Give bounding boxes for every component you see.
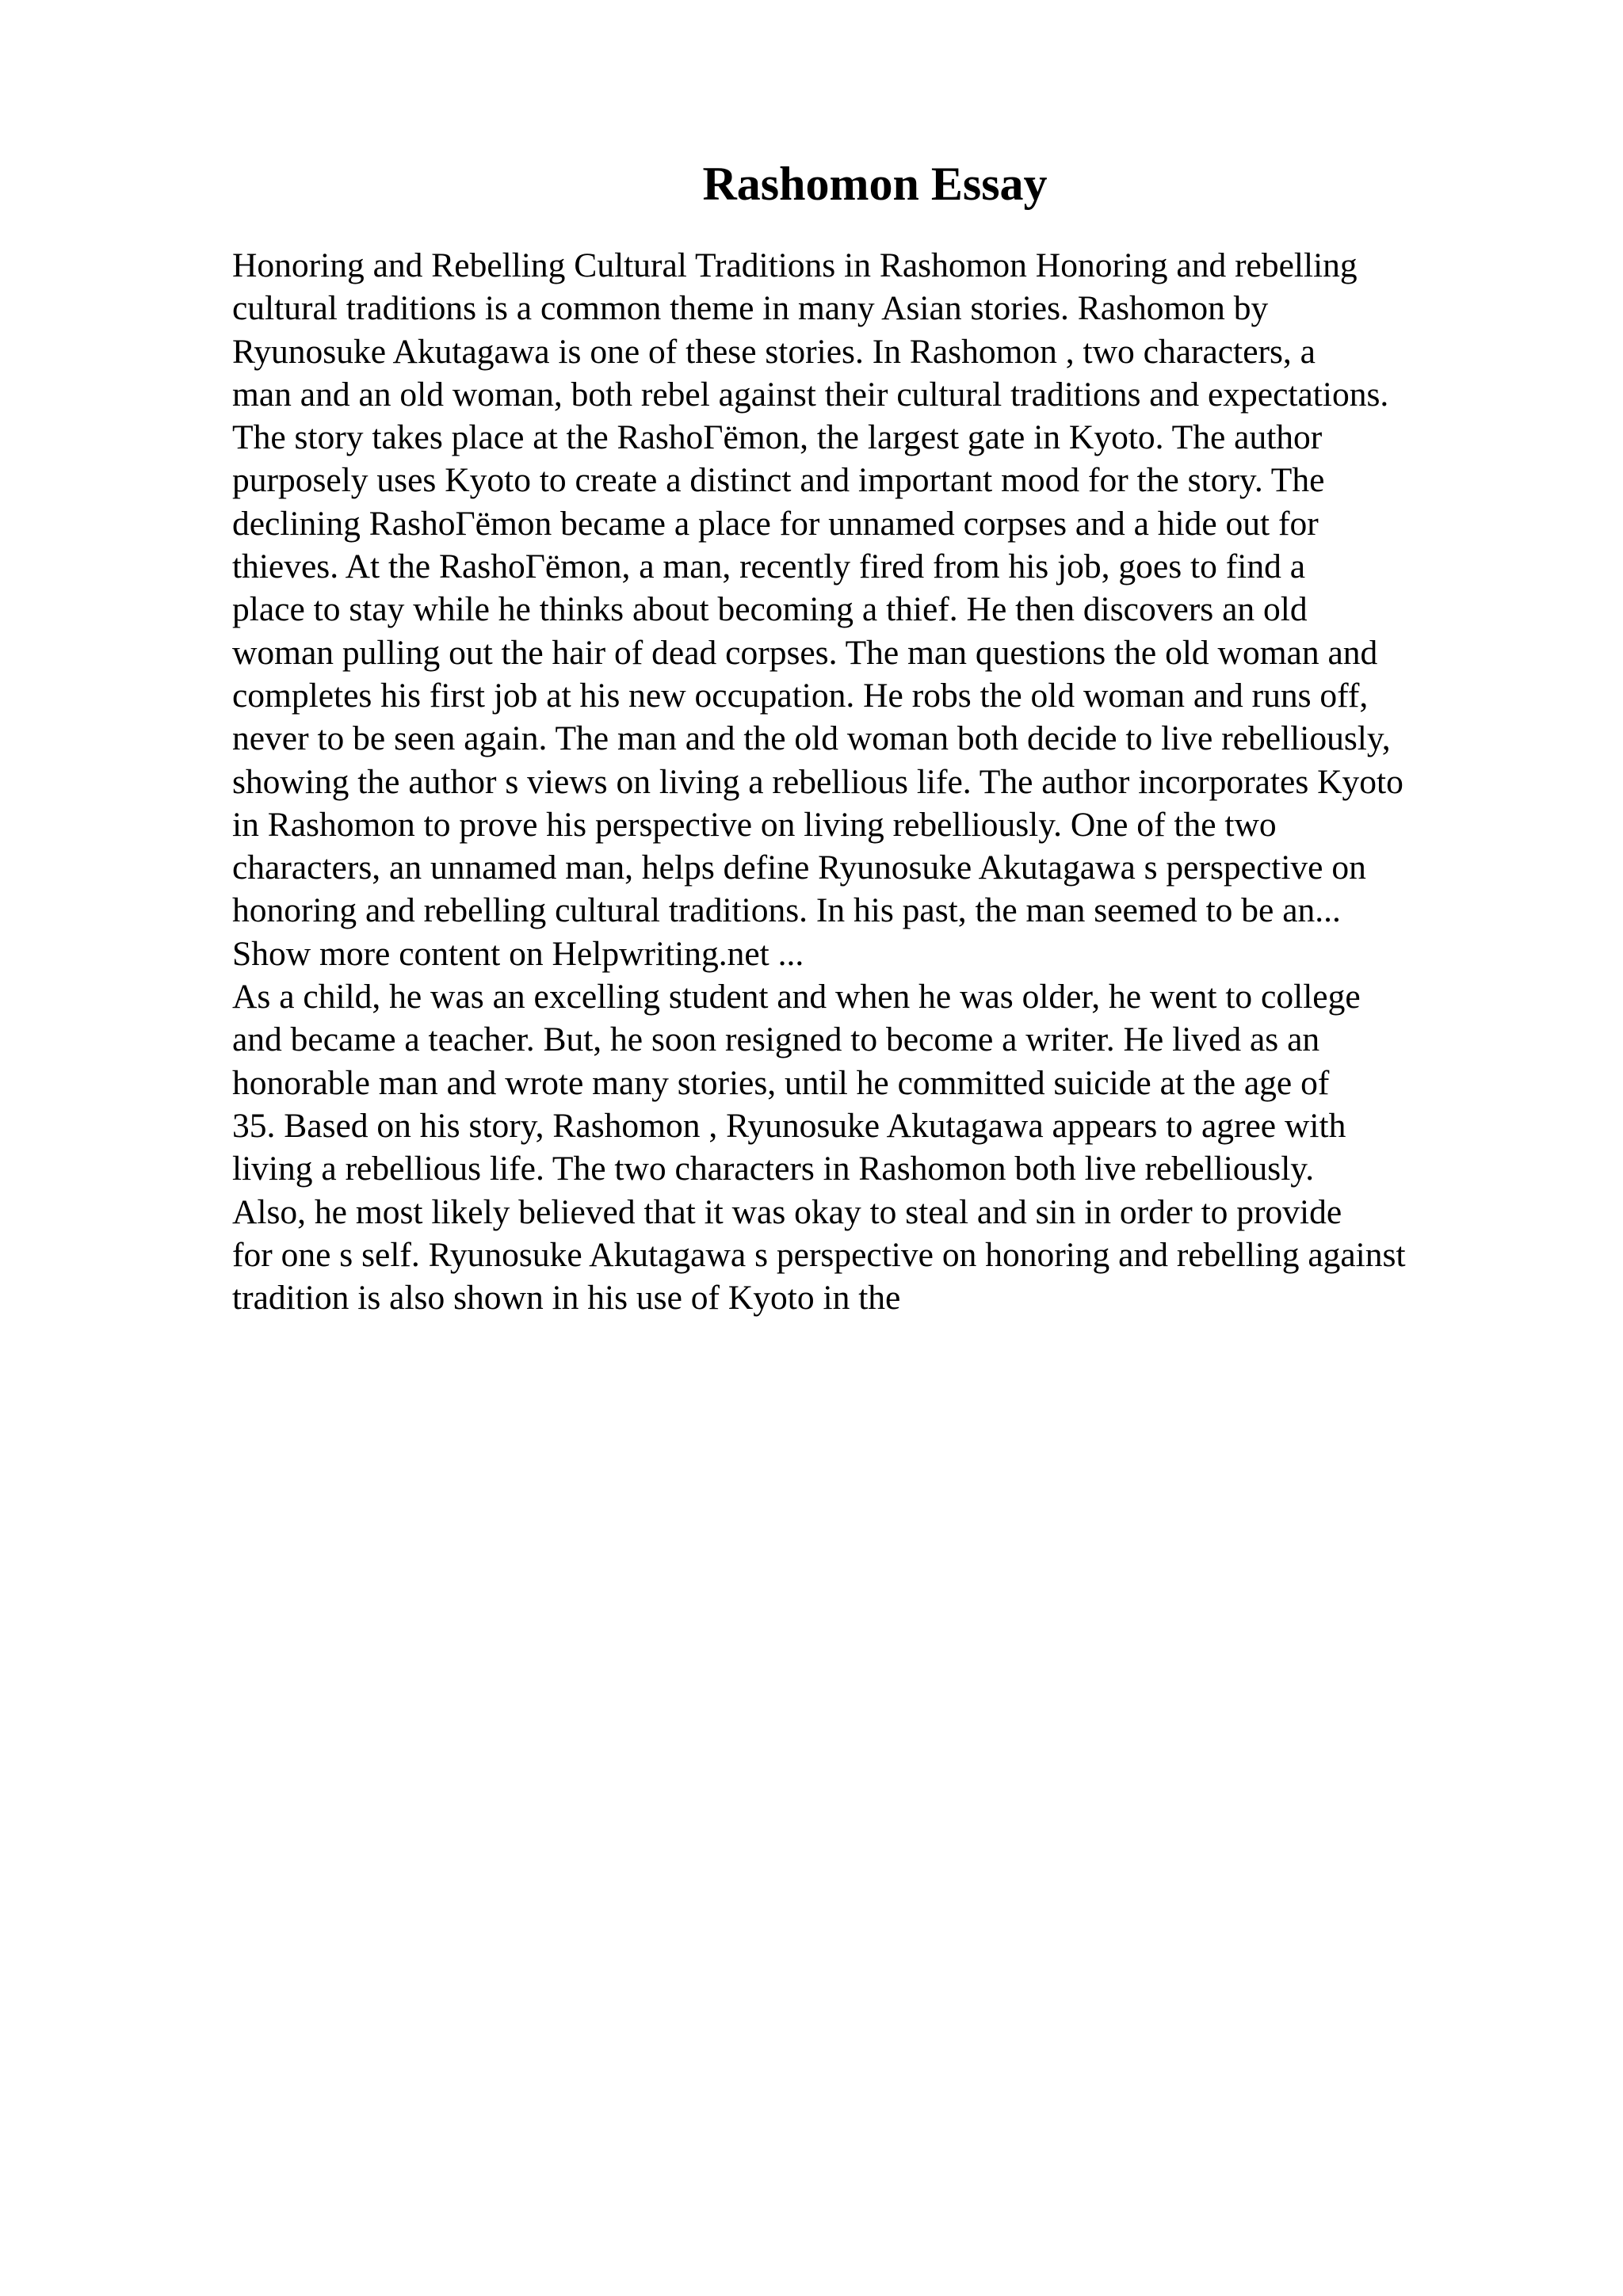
body-line: never to be seen again. The man and the old woman both decide to live rebelliously,: [232, 719, 1391, 758]
body-line: purposely uses Kyoto to create a distinct and important mood for the story. The: [232, 461, 1325, 500]
body-line: The story takes place at the RashoΓёmon, the largest gate in Kyoto. The author: [232, 418, 1323, 457]
body-line: Also, he most likely believed that it was okay to steal and sin in order to provide: [232, 1192, 1342, 1231]
body-line: for one s self. Ryunosuke Akutagawa s perspective on honoring and rebelling against: [232, 1235, 1406, 1274]
body-line: 35. Based on his story, Rashomon , Ryunosuke Akutagawa appears to agree with: [232, 1106, 1346, 1145]
body-line: characters, an unnamed man, helps define Ryunosuke Akutagawa s perspective on: [232, 849, 1366, 887]
body-line: completes his first job at his new occupation. He robs the old woman and runs off,: [232, 676, 1369, 715]
body-line: place to stay while he thinks about becoming a thief. He then discovers an old: [232, 590, 1308, 629]
body-line: living a rebellious life. The two characters in Rashomon both live rebelliously.: [232, 1150, 1315, 1188]
body-line: thieves. At the RashoΓёmon, a man, recently fired from his job, goes to find a: [232, 547, 1306, 586]
body-line: declining RashoΓёmon became a place for unnamed corpses and a hide out for: [232, 504, 1319, 543]
body-line: Ryunosuke Akutagawa is one of these stories. In Rashomon , two characters, a: [232, 332, 1316, 371]
body-line: showing the author s views on living a rebellious life. The author incorporates Kyoto: [232, 762, 1403, 801]
body-line: Honoring and Rebelling Cultural Traditions in Rashomon Honoring and rebelling: [232, 246, 1358, 284]
body-line: As a child, he was an excelling student and when he was older, he went to college: [232, 978, 1361, 1016]
show-more-line: Show more content on Helpwriting.net ...: [232, 934, 804, 973]
body-line: cultural traditions is a common theme in many Asian stories. Rashomon by: [232, 289, 1269, 328]
body-line: in Rashomon to prove his perspective on living rebelliously. One of the two: [232, 805, 1277, 844]
body-line: tradition is also shown in his use of Kyoto in the: [232, 1279, 901, 1318]
body-line: woman pulling out the hair of dead corpses. The man questions the old woman and: [232, 633, 1378, 672]
body-line: honoring and rebelling cultural traditions. In his past, the man seemed to be an...: [232, 891, 1341, 930]
body-line: and became a teacher. But, he soon resigned to become a writer. He lived as an: [232, 1020, 1320, 1059]
body-line: honorable man and wrote many stories, until he committed suicide at the age of: [232, 1063, 1330, 1102]
document-title: Rashomon Essay: [702, 158, 1048, 210]
document-body: [232, 244, 1532, 1319]
body-line: man and an old woman, both rebel against their cultural traditions and expectations.: [232, 375, 1389, 414]
